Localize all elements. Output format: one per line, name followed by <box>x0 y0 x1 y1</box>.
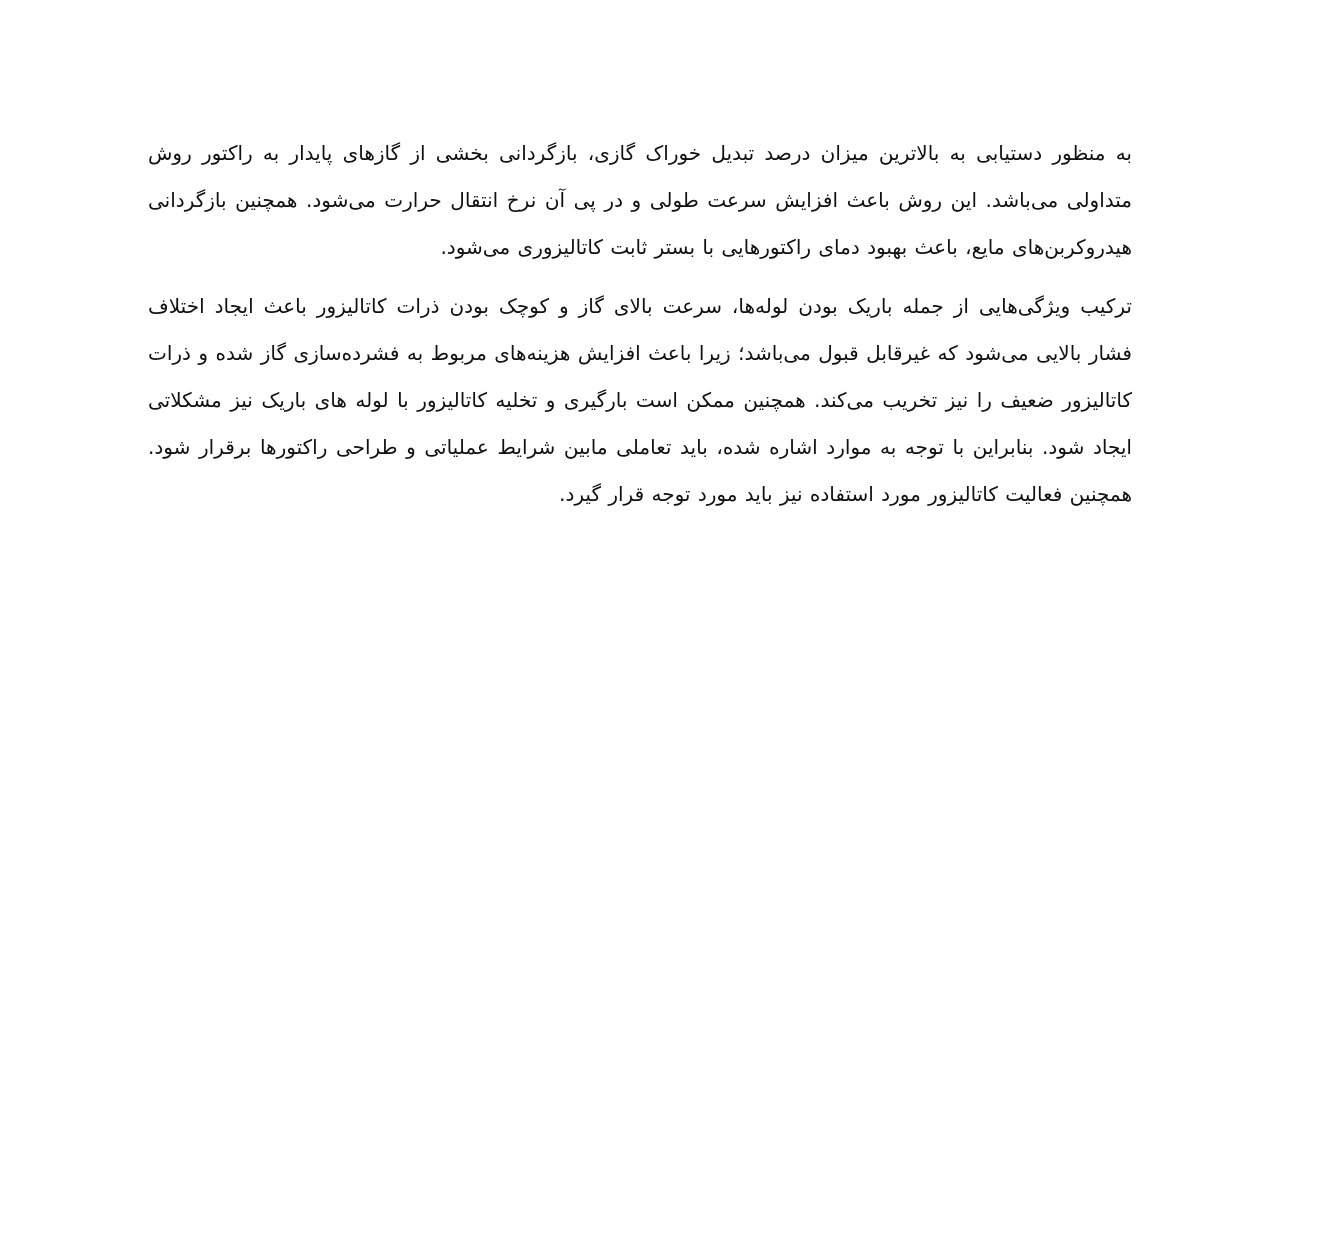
document-body <box>148 130 1132 518</box>
paragraph-pressure-drop: ترکیب ویژگی‌هایی از جمله باریک بودن لوله‌ها، سرعت بالای گاز و کوچک بودن ذرات کاتالیزور باعث ایجاد اختلاف فشار بالایی می‌شود که غیرقابل قبول می‌باشد؛ زیرا باعث افزایش هزینه‌های مربوط به فشرده‌سازی گاز شده و ذرات کاتالیزور ضعیف را نیز تخریب می‌کند. همچنین ممکن است بارگیری و تخلیه کاتالیزور با لوله های باریک نیز مشکلاتی ایجاد شود. بنابراین با توجه به موارد اشاره شده، باید تعاملی مابین شرایط عملیاتی و طراحی راکتورها برقرار شود. همچنین فعالیت کاتالیزور مورد استفاده نیز باید مورد توجه قرار گیرد. <box>148 294 1132 506</box>
paragraph-recycle-gas: به منظور دستیابی به بالاترین میزان درصد تبدیل خوراک گازی، بازگردانی بخشی از گازهای پایدار به راکتور روش متداولی می‌باشد. این روش باعث افزایش سرعت طولی و در پی آن نرخ انتقال حرارت می‌شود. همچنین بازگردانی هیدروکربن‌های مایع، باعث بهبود دمای راکتورهایی با بستر ثابت کاتالیزوری می‌شود. <box>148 141 1132 259</box>
